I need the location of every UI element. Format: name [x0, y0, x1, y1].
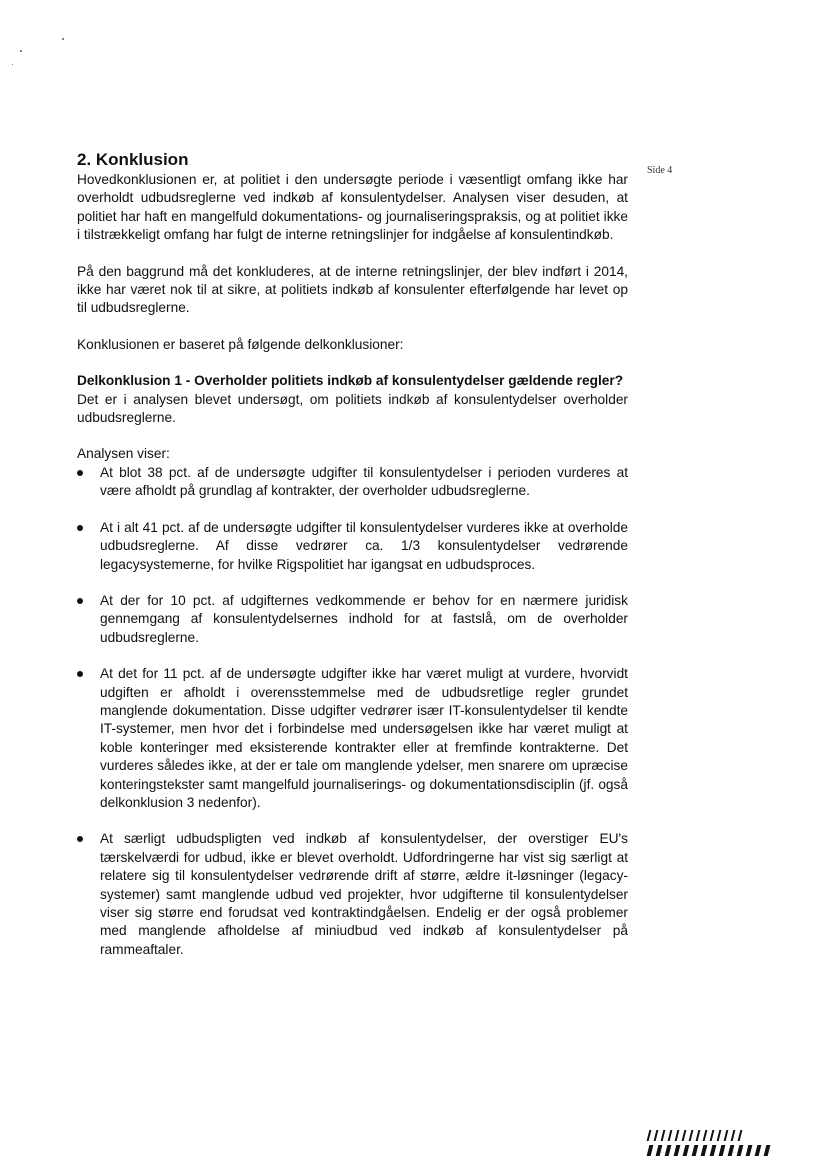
paragraph-guidelines: På den baggrund må det konkluderes, at de interne retningslinjer, der blev indført i 2014, ikke har været nok til at sikre, at politiets indkøb af konsulenter efterfølgende har levet op til udbudsreglerne. [77, 263, 628, 316]
barcode-row [648, 1130, 769, 1141]
list-item: At der for 10 pct. af udgifternes vedkommende er behov for en nærmere juridisk gennemgang af konsulentydelsernes indhold for at fastslå, om de overholder udbudsreglerne. [77, 592, 628, 647]
section-title: 2. Konklusion [77, 150, 189, 169]
subsection-intro: Det er i analysen blevet undersøgt, om politiets indkøb af konsulentydelser overholder udbudsreglerne. [77, 391, 628, 426]
list-item: At blot 38 pct. af de undersøgte udgifter til konsulentydelser i perioden vurderes at være afholdt på grundlag af kontrakter, der overholder udbudsreglerne. [77, 464, 628, 501]
findings-list [77, 464, 628, 959]
list-item: At særligt udbudspligten ved indkøb af konsulentydelser, der overstiger EU's tærskelværdi for udbud, ikke er blevet overholdt. Udfordringerne har vist sig særligt at relatere sig til konsulentydelser vedrørende drift af større, ældre it-løsninger (legacy-systemer) samt manglende udbud ved projekter, hvor udgifterne til konsulentydelser viser sig større end forudsat ved kontraktindgåelsen. Endelig er der også problemer med manglende afholdelse af miniudbud ved indkøb af konsulentydelser på rammeaftaler. [77, 830, 628, 959]
paragraph-main-conclusion: Hovedkonklusionen er, at politiet i den undersøgte periode i væsentligt omfang ikke har overholdt udbudsreglerne ved indkøb af konsulentydelser. Analysen viser desuden, at politiet har haft en mangelfuld dokumentations- og journaliseringspraksis, og at politiet ikke i tilstrækkeligt omfang har fulgt de interne retningslinjer for indgåelse af konsulentindkøb. [77, 172, 628, 243]
subsection-title: Delkonklusion 1 - Overholder politiets indkøb af konsulentydelser gældende regler? [77, 373, 624, 389]
barcode-mark [648, 1130, 769, 1156]
barcode-row [648, 1145, 769, 1156]
list-item: At i alt 41 pct. af de undersøgte udgifter til konsulentydelser vurderes ikke at overholde udbudsreglerne. Af disse vedrører ca. 1/3 konsulentydelser vedrørende legacysystemerne, for hvilke Rigspolitiet har igangsat en udbudsproces. [77, 519, 628, 574]
scan-speck [12, 64, 13, 65]
scan-speck [62, 38, 64, 40]
list-item: At det for 11 pct. af de undersøgte udgifter ikke har været muligt at vurdere, hvorvidt udgiften er afholdt i overensstemmelse med de udbudsretlige regler grundet manglende dokumentation. Disse udgifter vedrører især IT-konsulentydelser til kendte IT-systemer, men hvor det i forbindelse med undersøgelsen ikke har været muligt at koble konteringer med eksisterende kontrakter eller at fremfinde kontrakterne. Det vurderes således ikke, at der er tale om manglende ydelser, men snarere om upræcise konteringstekster samt mangelfuld journaliserings- og dokumentationsdisciplin (jf. også delkonklusion 3 nedenfor). [77, 665, 628, 812]
scan-speck [20, 50, 22, 52]
document-body [77, 149, 628, 977]
paragraph-subconclusions-intro: Konklusionen er baseret på følgende delkonklusioner: [77, 336, 404, 352]
list-intro: Analysen viser: [77, 446, 170, 462]
page-label: Side 4 [647, 165, 673, 176]
